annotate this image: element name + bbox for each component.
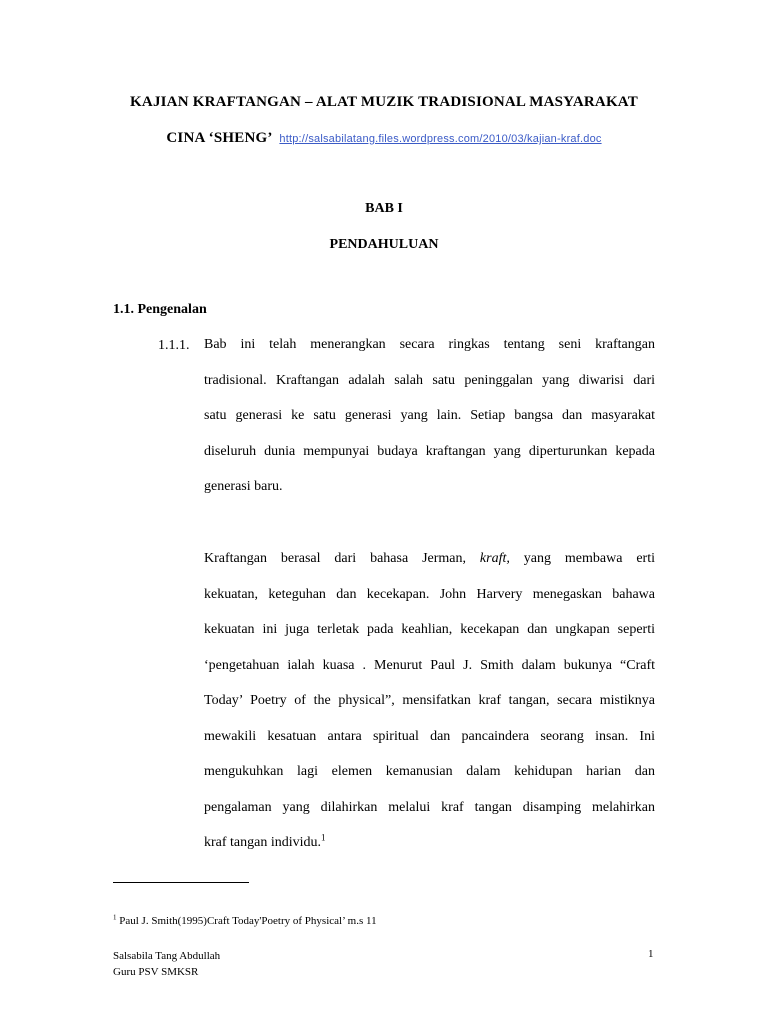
paragraph-text: kraf tangan individu. <box>204 835 322 850</box>
paragraph-line: mewakili kesatuan antara spiritual dan pancaindera seorang insan. Ini <box>204 728 655 744</box>
paragraph-line <box>204 825 655 861</box>
paragraph-line: diseluruh dunia mempunyai budaya kraftangan yang diperturunkan kepada <box>204 443 655 459</box>
paragraph-line <box>204 541 655 577</box>
chapter-label: BAB I <box>365 201 403 216</box>
section-heading: 1.1. Pengenalan <box>113 302 207 317</box>
item-number: 1.1.1. <box>158 338 190 353</box>
footnote-reference[interactable]: 1 <box>321 832 326 843</box>
footnote-marker: 1 <box>113 913 117 922</box>
source-link[interactable]: http://salsabilatang.files.wordpress.com/2010/03/kajian-kraf.doc <box>279 133 602 145</box>
paragraph-text: yang membawa erti <box>523 551 655 566</box>
paragraph-1 <box>204 327 655 505</box>
footnote <box>113 915 377 927</box>
page-number: 1 <box>648 948 654 960</box>
footer-role: Guru PSV SMKSR <box>113 966 199 978</box>
document-title-line1: KAJIAN KRAFTANGAN – ALAT MUZIK TRADISIONAL MASYARAKAT <box>130 94 638 110</box>
paragraph-line: satu generasi ke satu generasi yang lain. Setiap bangsa dan masyarakat <box>204 408 655 423</box>
chapter-title: PENDAHULUAN <box>329 237 439 252</box>
paragraph-line: Bab ini telah menerangkan secara ringkas tentang seni kraftangan <box>204 337 655 352</box>
paragraph-line: pengalaman yang dilahirkan melalui kraf tangan disamping melahirkan <box>204 799 655 815</box>
paragraph-line: ‘pengetahuan ialah kuasa . Menurut Paul J. Smith dalam bukunya “Craft <box>204 657 655 673</box>
page-footer-left <box>113 948 220 980</box>
document-title-sheng: CINA ‘SHENG’ <box>166 130 272 146</box>
paragraph-line: generasi baru. <box>204 479 283 494</box>
document-title-line2 <box>0 130 768 147</box>
paragraph-line: tradisional. Kraftangan adalah salah satu peninggalan yang diwarisi dari <box>204 372 655 388</box>
paragraph-2 <box>204 541 655 861</box>
footnote-separator <box>113 882 249 883</box>
footnote-text: Paul J. Smith(1995)Craft Today'Poetry of Physical’ m.s 11 <box>116 915 377 927</box>
paragraph-text: Kraftangan berasal dari bahasa Jerman, <box>204 551 467 566</box>
paragraph-line: Today’ Poetry of the physical”, mensifatkan kraf tangan, secara mistiknya <box>204 693 655 708</box>
paragraph-line: kekuatan ini juga terletak pada keahlian, kecekapan dan ungkapan seperti <box>204 622 655 637</box>
paragraph-line: kekuatan, keteguhan dan kecekapan. John Harvery menegaskan bahawa <box>204 586 655 602</box>
italic-term: kraft, <box>479 551 510 566</box>
paragraph-line: mengukuhkan lagi elemen kemanusian dalam kehidupan harian dan <box>204 764 655 779</box>
footer-author: Salsabila Tang Abdullah <box>113 950 221 962</box>
